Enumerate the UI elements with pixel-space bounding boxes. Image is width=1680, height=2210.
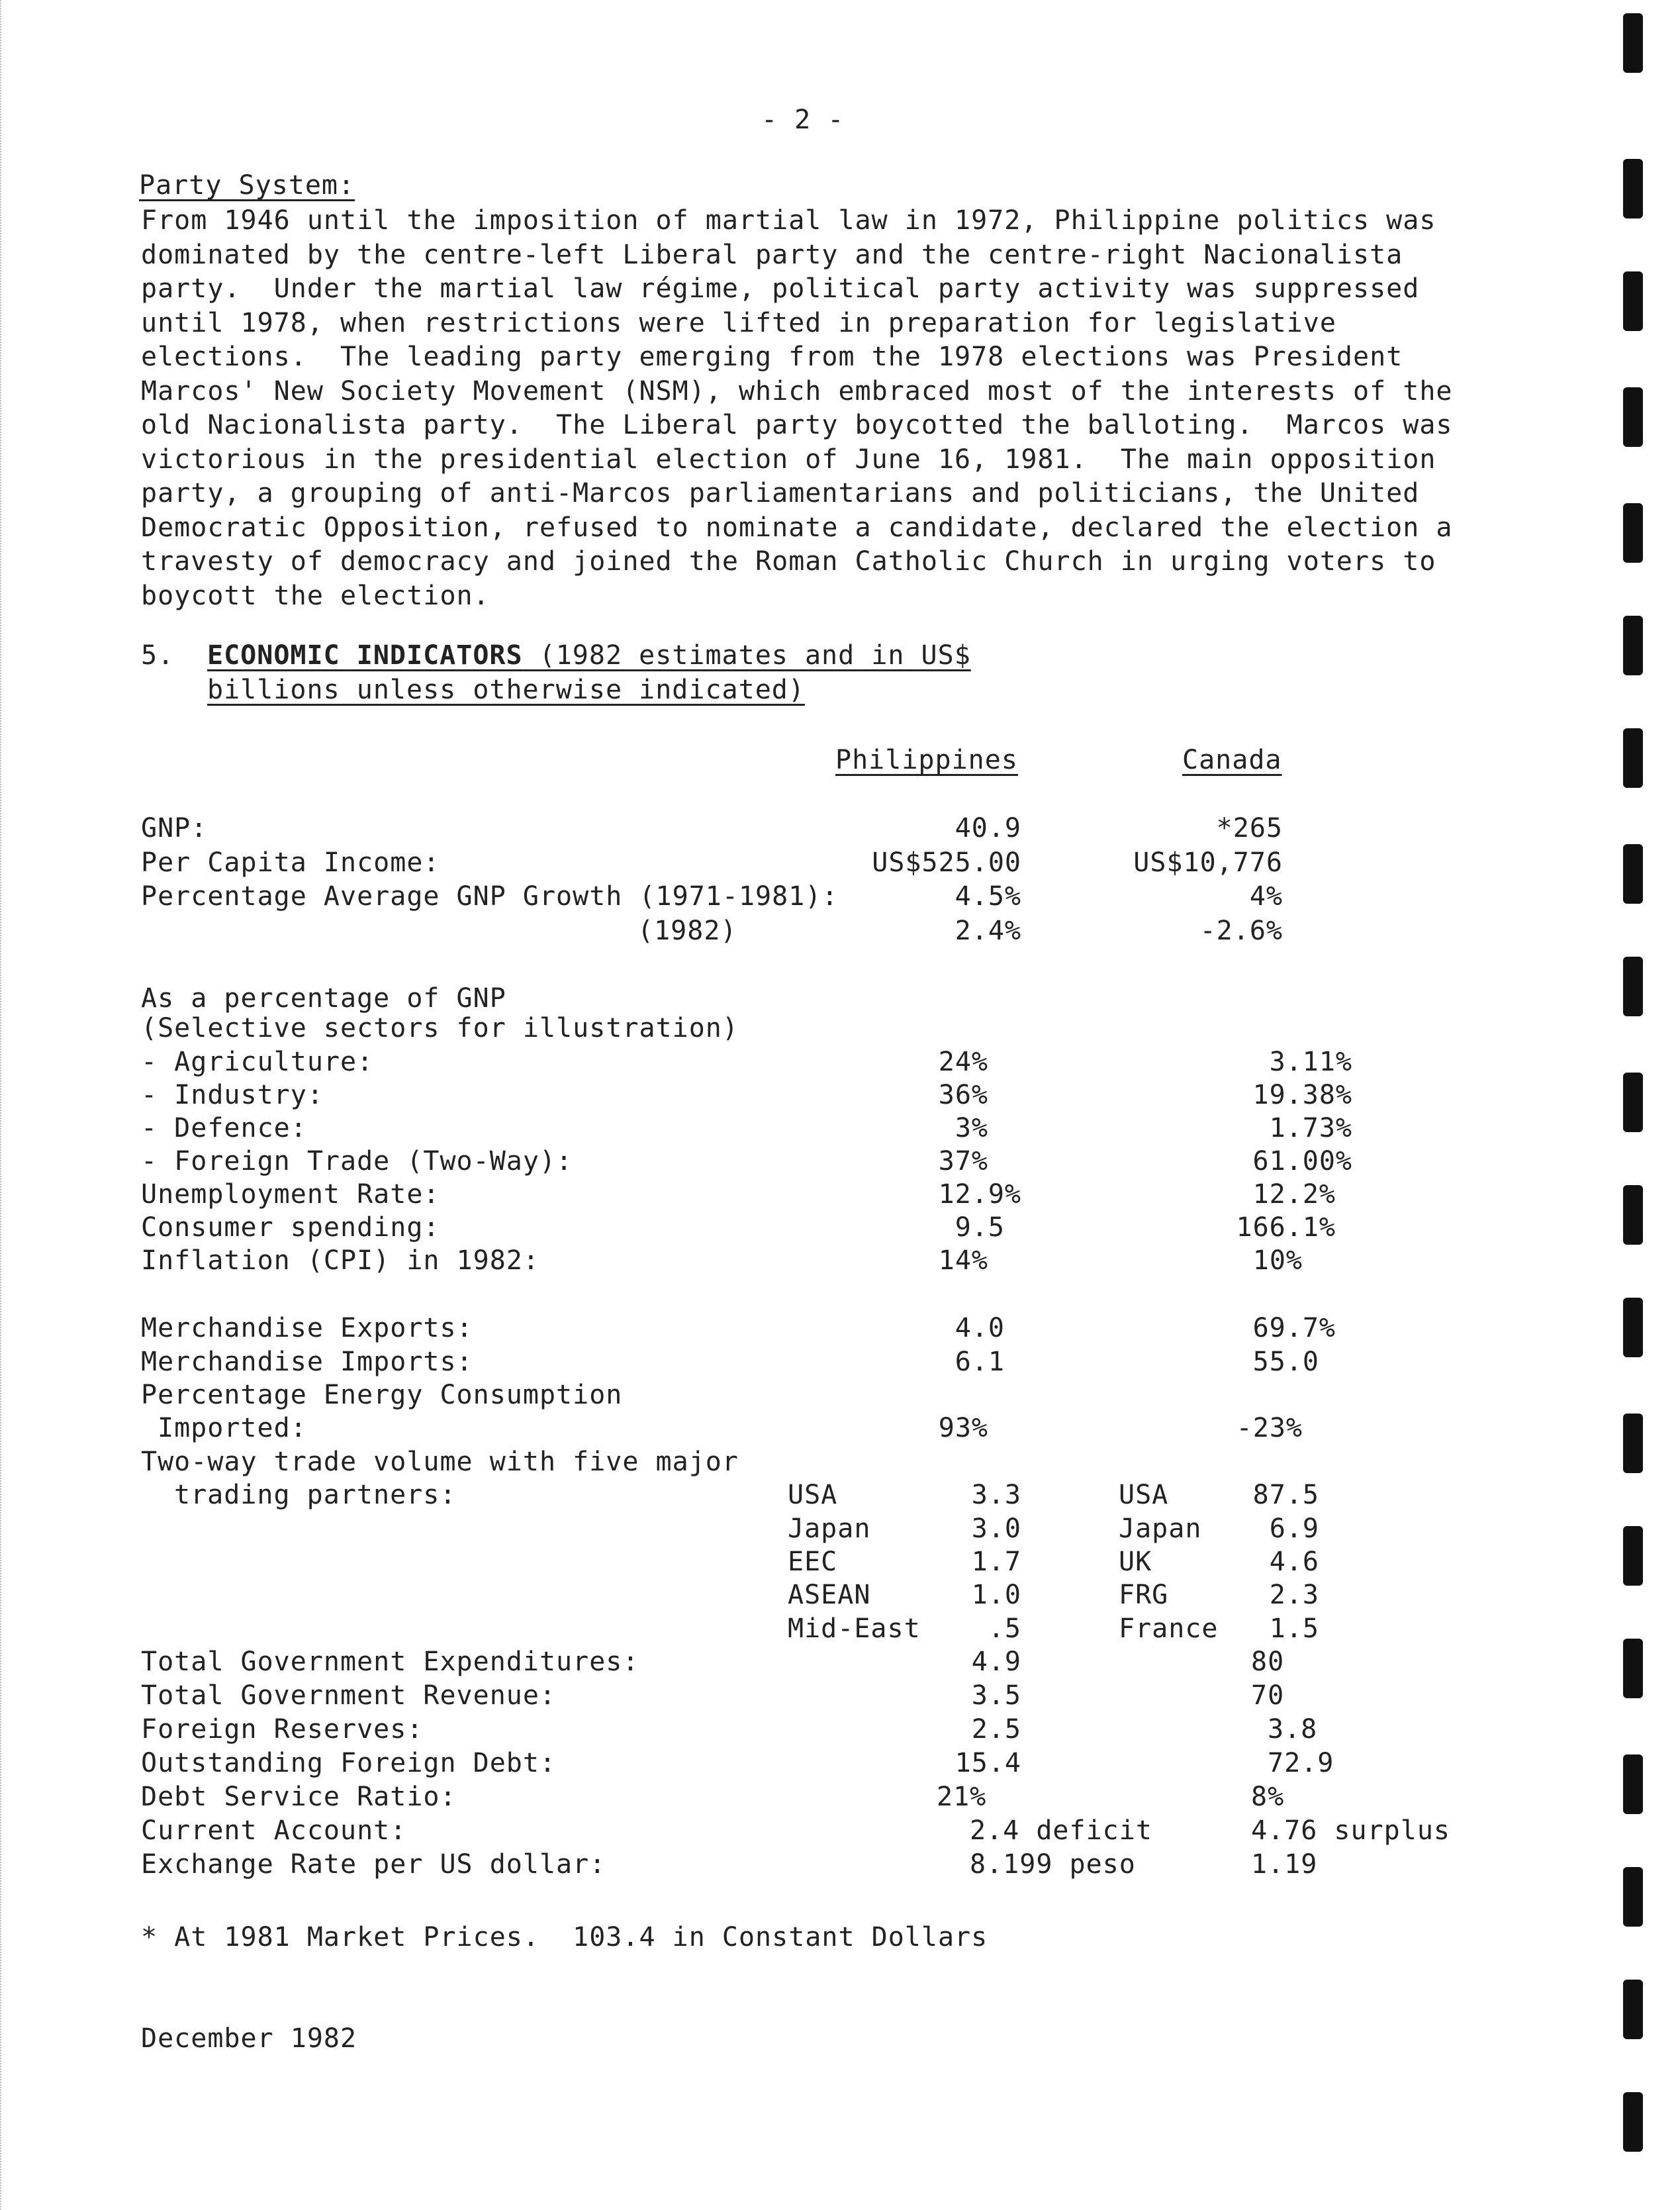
foreign-debt-label: Outstanding Foreign Debt: <box>141 1748 557 1778</box>
per-capita-philippines: US$525.00 <box>872 847 1021 878</box>
binder-hole <box>1623 728 1643 788</box>
defence-philippines: 3% <box>955 1113 988 1143</box>
ca-partner-name: FRG <box>1119 1580 1169 1610</box>
binder-hole <box>1623 271 1643 331</box>
gnp-growth-1982-label: (1982) <box>637 916 737 946</box>
section-title <box>207 638 971 673</box>
exchange-rate-label: Exchange Rate per US dollar: <box>141 1849 606 1880</box>
gnp-percentage-heading: As a percentage of GNP <box>141 983 506 1014</box>
per-capita-canada: US$10,776 <box>1133 847 1283 878</box>
binder-hole <box>1623 1980 1643 2039</box>
industry-philippines: 36% <box>938 1080 988 1110</box>
agriculture-canada: 3.11% <box>1269 1047 1352 1077</box>
gnp-label: GNP: <box>141 813 208 843</box>
gnp-growth-1982-canada: -2.6% <box>1199 916 1283 946</box>
gnp-canada: *265 <box>1216 813 1283 843</box>
paragraph-line: party, a grouping of anti-Marcos parliamentarians and politicians, the United <box>141 478 1420 508</box>
binder-hole <box>1623 1298 1643 1357</box>
exports-canada: 69.7% <box>1252 1313 1336 1343</box>
binder-hole <box>1623 1185 1643 1245</box>
binder-hole <box>1623 1867 1643 1927</box>
revenue-label: Total Government Revenue: <box>141 1680 557 1711</box>
binder-hole <box>1623 159 1643 218</box>
defence-label: - Defence: <box>141 1113 307 1143</box>
binder-hole <box>1623 844 1643 904</box>
section-number: 5. <box>141 640 175 671</box>
expenditures-label: Total Government Expenditures: <box>141 1647 639 1677</box>
partners-label: Two-way trade volume with five major <box>141 1447 739 1477</box>
debt-service-philippines: 21% <box>937 1782 987 1812</box>
paragraph-line: Marcos' New Society Movement (NSM), which embraced most of the interests of the <box>141 375 1453 407</box>
ca-partner-name: Japan <box>1119 1513 1202 1544</box>
section-title-bold: ECONOMIC INDICATORS <box>207 640 523 671</box>
ca-partner-value: 6.9 <box>1269 1513 1319 1544</box>
left-scan-edge <box>0 0 4 2210</box>
column-header-canada: Canada <box>1182 745 1282 775</box>
paragraph-line: From 1946 until the imposition of martial law in 1972, Philippine politics was <box>141 205 1436 236</box>
paragraph-line: victorious in the presidential election of June 16, 1981. The main opposition <box>141 444 1436 475</box>
inflation-label: Inflation (CPI) in 1982: <box>141 1245 539 1276</box>
reserves-canada: 3.8 <box>1268 1714 1318 1745</box>
ca-partner-value: 87.5 <box>1252 1480 1319 1510</box>
industry-label: - Industry: <box>141 1080 324 1110</box>
paragraph-line: Democratic Opposition, refused to nominate a candidate, declared the election a <box>141 512 1453 543</box>
binder-hole <box>1623 2092 1643 2152</box>
energy-canada: -23% <box>1236 1413 1303 1443</box>
ph-partner-name: Mid-East <box>788 1613 921 1644</box>
binder-hole <box>1623 957 1643 1016</box>
footnote: * At 1981 Market Prices. 103.4 in Constant Dollars <box>141 1922 988 1952</box>
exchange-rate-canada: 1.19 <box>1251 1849 1318 1880</box>
defence-canada: 1.73% <box>1269 1113 1352 1143</box>
current-account-canada: 4.76 surplus <box>1251 1815 1450 1846</box>
reserves-label: Foreign Reserves: <box>141 1714 424 1745</box>
paragraph-line: travesty of democracy and joined the Roman Catholic Church in urging voters to <box>141 546 1436 577</box>
agriculture-philippines: 24% <box>938 1047 988 1077</box>
binder-hole <box>1623 1073 1643 1132</box>
ph-partner-value: .5 <box>988 1613 1021 1644</box>
ca-partner-value: 4.6 <box>1269 1547 1319 1577</box>
paragraph-line: elections. The leading party emerging from the 1978 elections was President <box>141 342 1403 372</box>
partners-label-2: trading partners: <box>174 1480 457 1510</box>
party-system-paragraph <box>141 204 1465 613</box>
ca-partner-name: UK <box>1119 1547 1152 1577</box>
foreign-trade-philippines: 37% <box>938 1146 988 1177</box>
agriculture-label: - Agriculture: <box>141 1047 374 1077</box>
debt-service-canada: 8% <box>1251 1782 1285 1812</box>
column-header-philippines: Philippines <box>835 745 1018 775</box>
revenue-philippines: 3.5 <box>971 1680 1021 1711</box>
party-system-heading: Party System: <box>139 170 355 201</box>
exports-philippines: 4.0 <box>955 1313 1005 1343</box>
inflation-philippines: 14% <box>938 1245 988 1276</box>
reserves-philippines: 2.5 <box>971 1714 1021 1745</box>
consumer-spending-philippines: 9.5 <box>955 1212 1005 1243</box>
current-account-philippines: 2.4 deficit <box>970 1815 1152 1846</box>
consumer-spending-canada: 166.1% <box>1236 1212 1336 1243</box>
expenditures-philippines: 4.9 <box>971 1647 1021 1677</box>
gnp-philippines: 40.9 <box>955 813 1021 843</box>
energy-label: Percentage Energy Consumption <box>141 1380 623 1410</box>
ph-partner-value: 1.7 <box>971 1547 1021 1577</box>
paragraph-line: boycott the election. <box>141 580 490 611</box>
ph-partner-value: 3.3 <box>971 1480 1021 1510</box>
exports-label: Merchandise Exports: <box>141 1313 473 1343</box>
ph-partner-name: EEC <box>788 1547 838 1577</box>
gnp-growth-philippines: 4.5% <box>955 881 1021 912</box>
per-capita-label: Per Capita Income: <box>141 847 440 878</box>
foreign-trade-canada: 61.00% <box>1252 1146 1352 1177</box>
industry-canada: 19.38% <box>1252 1080 1352 1110</box>
section-title-line2: billions unless otherwise indicated) <box>207 675 805 705</box>
unemployment-canada: 12.2% <box>1252 1179 1336 1210</box>
paragraph-line: old Nacionalista party. The Liberal party boycotted the balloting. Marcos was <box>141 410 1453 440</box>
binder-hole <box>1623 1639 1643 1698</box>
binder-holes <box>1615 0 1655 2210</box>
foreign-debt-canada: 72.9 <box>1268 1748 1334 1778</box>
ph-partner-value: 3.0 <box>971 1513 1021 1544</box>
paragraph-line: party. Under the martial law régime, political party activity was suppressed <box>141 273 1420 304</box>
inflation-canada: 10% <box>1252 1245 1303 1276</box>
paragraph-line: dominated by the centre-left Liberal party and the centre-right Nacionalista <box>141 239 1403 270</box>
consumer-spending-label: Consumer spending: <box>141 1212 440 1243</box>
energy-philippines: 93% <box>938 1413 988 1443</box>
ca-partner-value: 1.5 <box>1269 1613 1319 1644</box>
gnp-percentage-subheading: (Selective sectors for illustration) <box>141 1013 739 1043</box>
imports-label: Merchandise Imports: <box>141 1347 473 1377</box>
energy-label-imported: Imported: <box>158 1413 307 1443</box>
foreign-debt-philippines: 15.4 <box>955 1748 1021 1778</box>
ca-partner-name: France <box>1119 1613 1219 1644</box>
gnp-growth-canada: 4% <box>1249 881 1283 912</box>
paragraph-line: until 1978, when restrictions were lifted in preparation for legislative <box>141 307 1336 338</box>
unemployment-label: Unemployment Rate: <box>141 1179 440 1210</box>
expenditures-canada: 80 <box>1251 1647 1285 1677</box>
foreign-trade-label: - Foreign Trade (Two-Way): <box>141 1146 573 1177</box>
binder-hole <box>1623 1526 1643 1586</box>
binder-hole <box>1623 616 1643 675</box>
ph-partner-value: 1.0 <box>971 1580 1021 1610</box>
unemployment-philippines: 12.9% <box>938 1179 1021 1210</box>
ph-partner-name: ASEAN <box>788 1580 871 1610</box>
gnp-growth-label: Percentage Average GNP Growth (1971-1981): <box>141 881 839 912</box>
binder-hole <box>1623 1414 1643 1473</box>
document-date: December 1982 <box>141 2023 357 2054</box>
imports-canada: 55.0 <box>1252 1347 1319 1377</box>
binder-hole <box>1623 13 1643 73</box>
binder-hole <box>1623 387 1643 447</box>
revenue-canada: 70 <box>1251 1680 1285 1711</box>
ca-partner-value: 2.3 <box>1269 1580 1319 1610</box>
debt-service-label: Debt Service Ratio: <box>141 1782 457 1812</box>
ph-partner-name: USA <box>788 1480 838 1510</box>
section-title-rest: (1982 estimates and in US$ <box>522 640 971 671</box>
current-account-label: Current Account: <box>141 1815 407 1846</box>
binder-hole <box>1623 503 1643 563</box>
gnp-growth-1982-philippines: 2.4% <box>955 916 1021 946</box>
page-number: - 2 - <box>761 105 845 135</box>
binder-hole <box>1623 1754 1643 1814</box>
ca-partner-name: USA <box>1119 1480 1169 1510</box>
ph-partner-name: Japan <box>788 1513 871 1544</box>
imports-philippines: 6.1 <box>955 1347 1005 1377</box>
exchange-rate-philippines: 8.199 peso <box>970 1849 1136 1880</box>
